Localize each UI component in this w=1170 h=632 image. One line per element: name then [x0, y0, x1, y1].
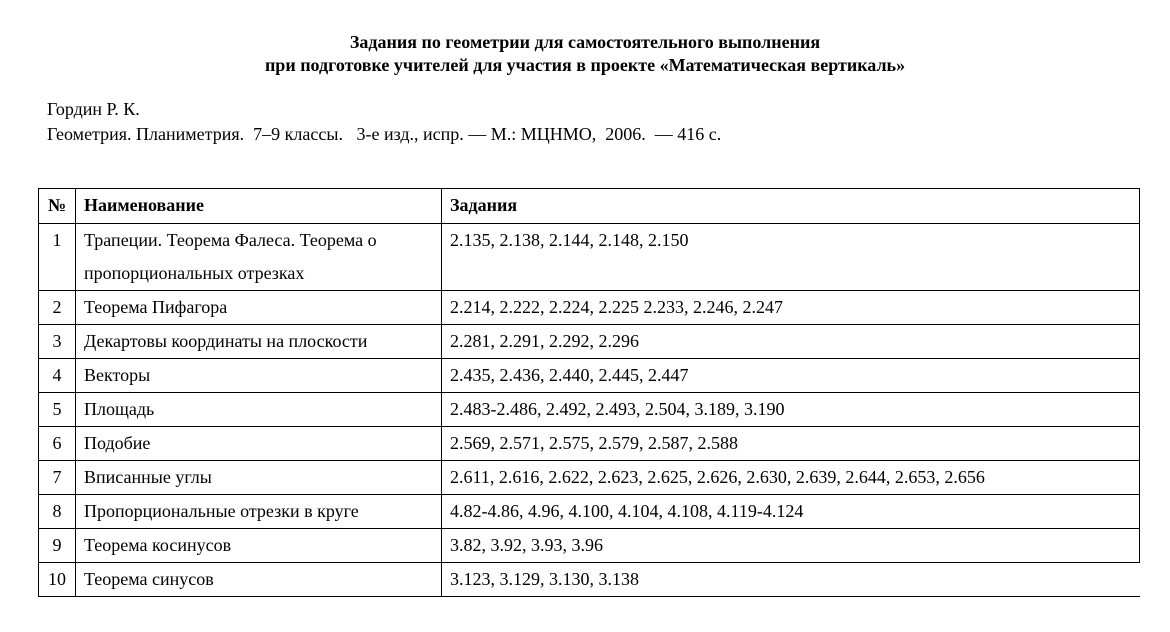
table-row	[39, 359, 1140, 393]
row-num: 8	[39, 495, 76, 529]
row-tasks: 2.214, 2.222, 2.224, 2.225 2.233, 2.246, 2.247	[442, 291, 1140, 325]
row-name: Подобие	[76, 427, 442, 461]
row-name: Векторы	[76, 359, 442, 393]
row-tasks: 2.569, 2.571, 2.575, 2.579, 2.587, 2.588	[442, 427, 1140, 461]
table-row	[39, 495, 1140, 529]
row-num: 4	[39, 359, 76, 393]
row-tasks: 2.135, 2.138, 2.144, 2.148, 2.150	[442, 224, 1140, 291]
table-row	[39, 461, 1140, 495]
row-num: 7	[39, 461, 76, 495]
row-name: Пропорциональные отрезки в круге	[76, 495, 442, 529]
document-title-line-2: при подготовке учителей для участия в проекте «Математическая вертикаль»	[264, 55, 906, 75]
row-num: 5	[39, 393, 76, 427]
row-name: Вписанные углы	[76, 461, 442, 495]
tasks-table	[38, 188, 1140, 597]
header-name: Наименование	[76, 189, 442, 224]
table-header-row	[39, 189, 1140, 224]
row-name: Теорема синусов	[76, 563, 442, 597]
row-num: 6	[39, 427, 76, 461]
row-num: 2	[39, 291, 76, 325]
row-num: 9	[39, 529, 76, 563]
table-row	[39, 529, 1140, 563]
reference-book: Геометрия. Планиметрия. 7–9 классы. 3-е изд., испр. — М.: МЦНМО, 2006. — 416 с.	[47, 124, 722, 144]
row-name: Трапеции. Теорема Фалеса. Теорема о пропорциональных отрезках	[76, 224, 442, 291]
row-tasks: 2.483-2.486, 2.492, 2.493, 2.504, 3.189, 3.190	[442, 393, 1140, 427]
table-row	[39, 325, 1140, 359]
row-tasks: 2.611, 2.616, 2.622, 2.623, 2.625, 2.626, 2.630, 2.639, 2.644, 2.653, 2.656	[442, 461, 1140, 495]
row-name: Площадь	[76, 393, 442, 427]
table-row	[39, 291, 1140, 325]
row-name: Теорема косинусов	[76, 529, 442, 563]
row-num: 10	[39, 563, 76, 597]
table-row	[39, 393, 1140, 427]
row-num: 3	[39, 325, 76, 359]
row-tasks: 3.123, 3.129, 3.130, 3.138	[442, 563, 1140, 597]
row-name: Декартовы координаты на плоскости	[76, 325, 442, 359]
row-tasks: 3.82, 3.92, 3.93, 3.96	[442, 529, 1140, 563]
row-tasks: 4.82-4.86, 4.96, 4.100, 4.104, 4.108, 4.119-4.124	[442, 495, 1140, 529]
header-tasks: Задания	[442, 189, 1140, 224]
table-row	[39, 224, 1140, 291]
header-num: №	[39, 189, 76, 224]
row-tasks: 2.435, 2.436, 2.440, 2.445, 2.447	[442, 359, 1140, 393]
row-name: Теорема Пифагора	[76, 291, 442, 325]
table-row	[39, 563, 1140, 597]
row-tasks: 2.281, 2.291, 2.292, 2.296	[442, 325, 1140, 359]
document-title-line-1: Задания по геометрии для самостоятельного выполнения	[349, 32, 821, 52]
reference-author: Гордин Р. К.	[47, 99, 140, 119]
table-row	[39, 427, 1140, 461]
row-num: 1	[39, 224, 76, 291]
